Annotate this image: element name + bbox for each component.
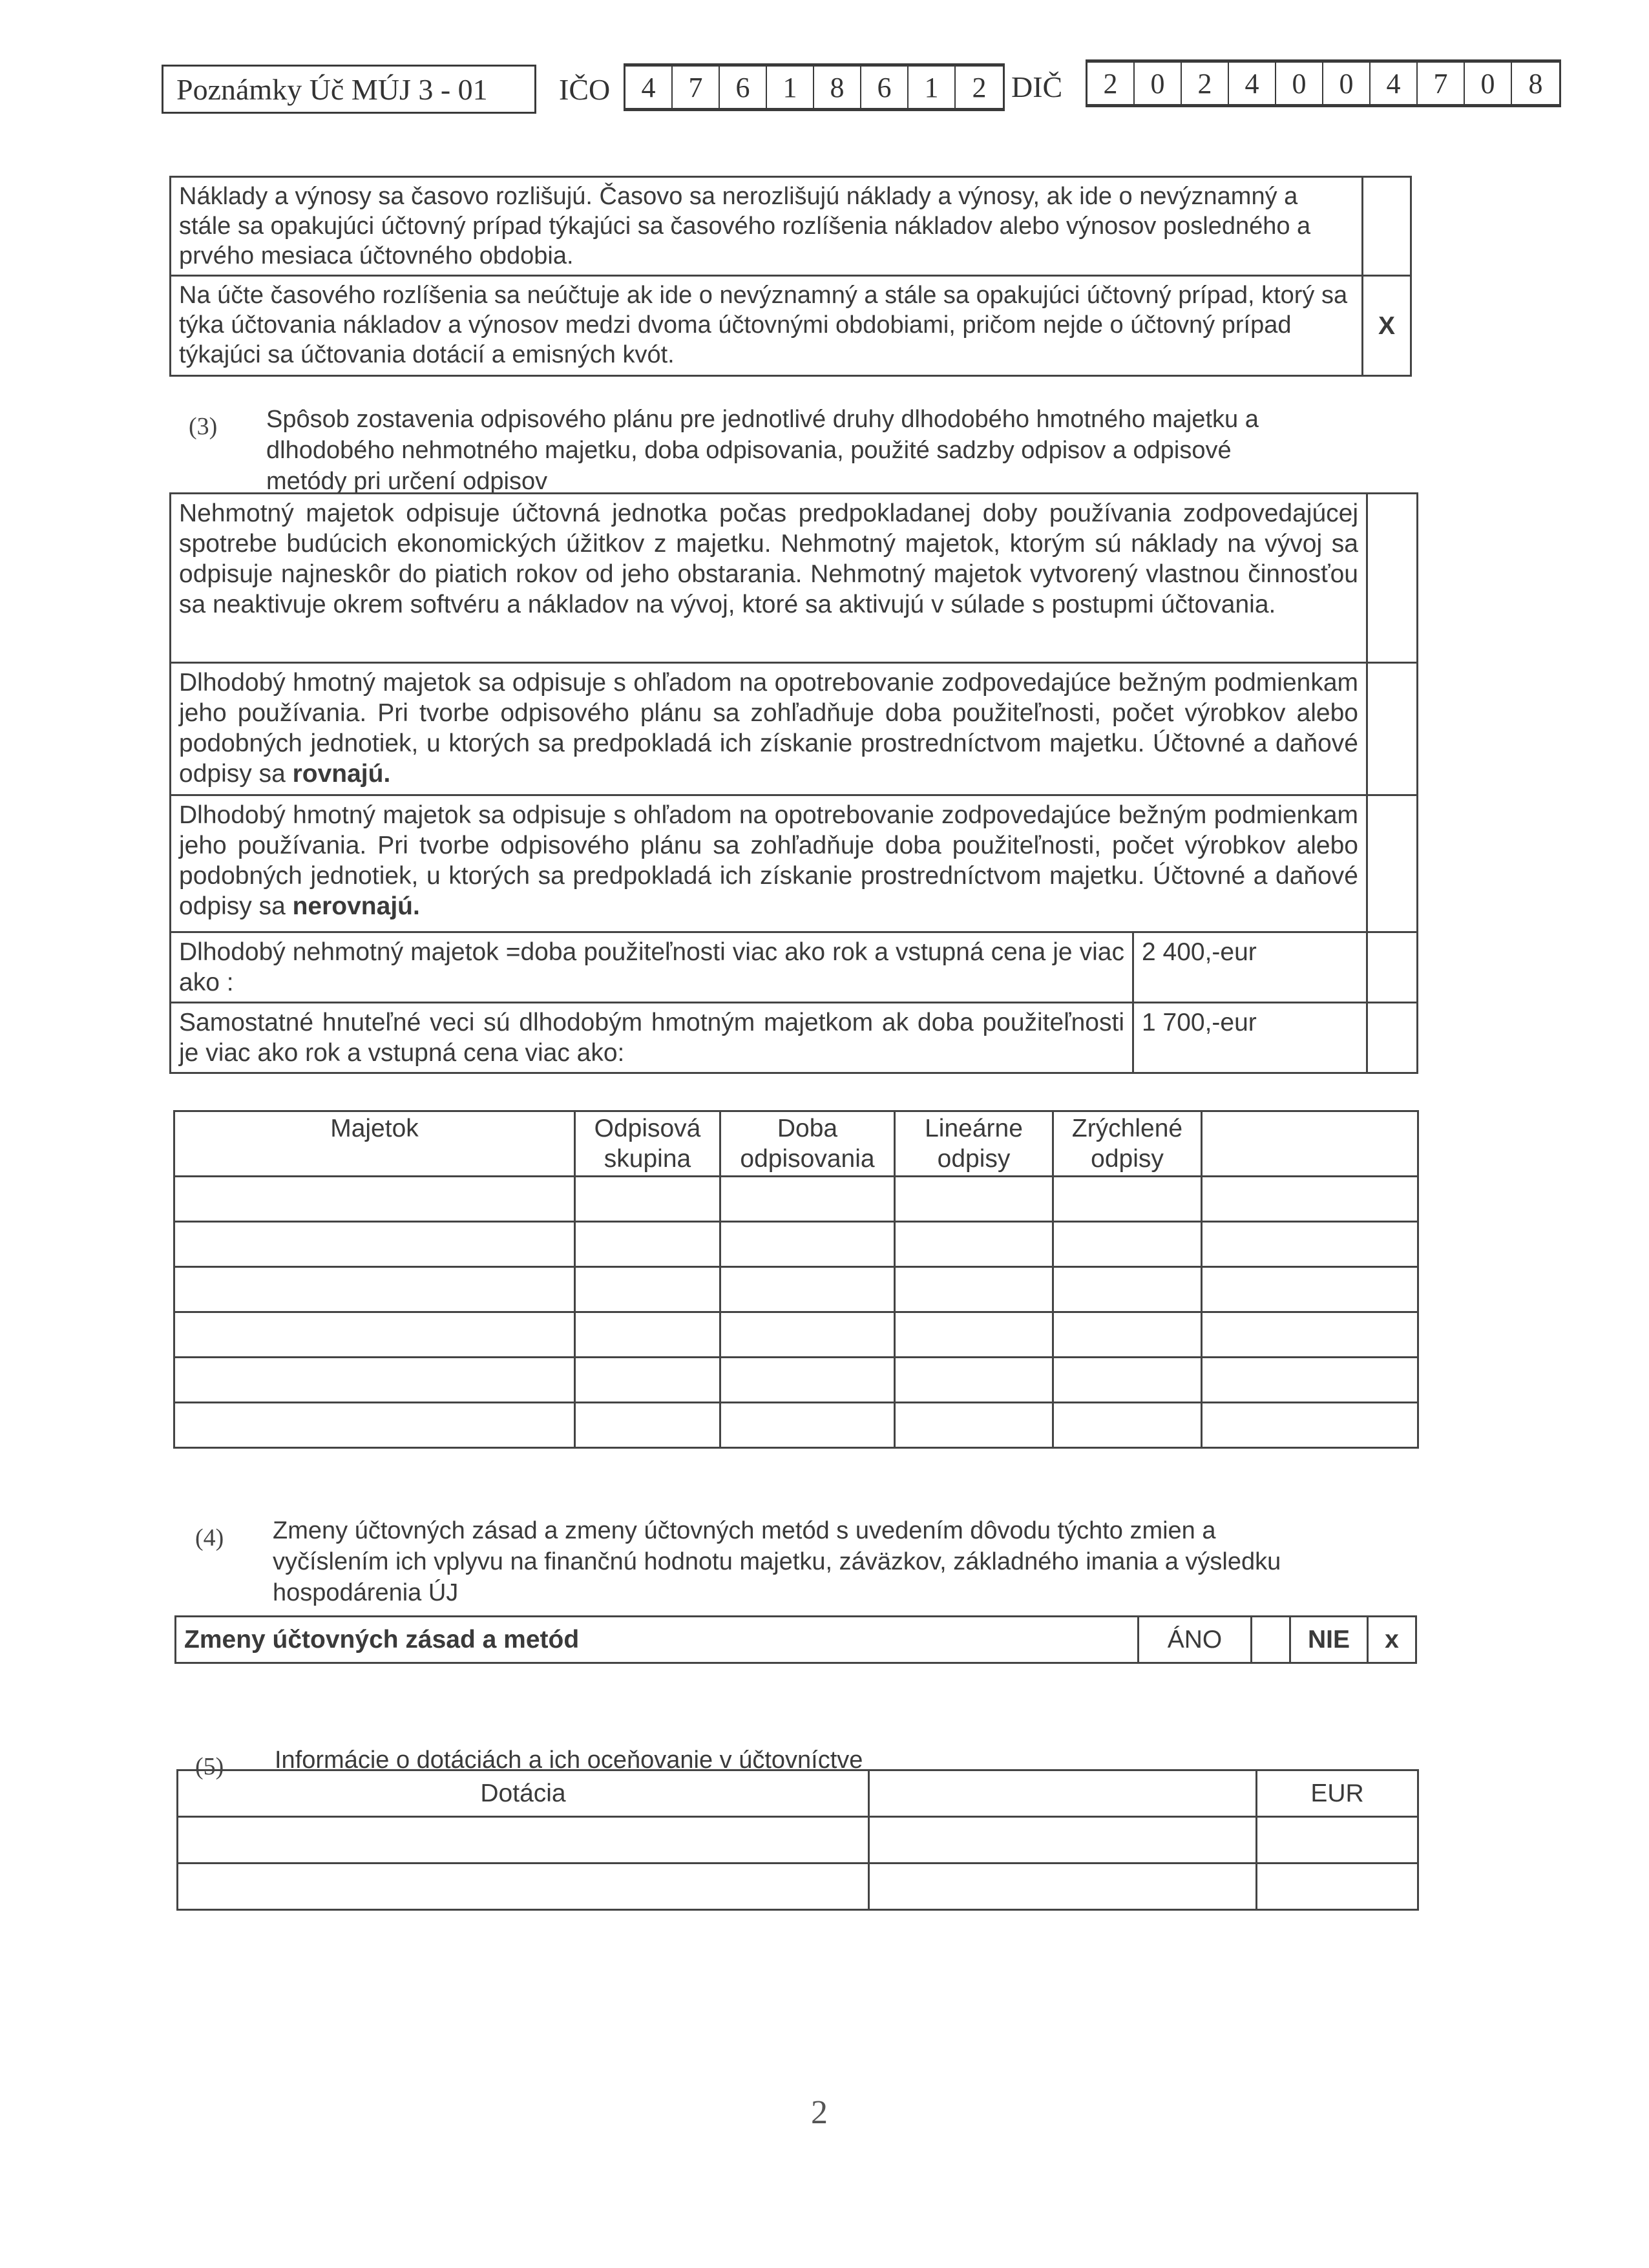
table-row	[171, 663, 1418, 795]
col-header-doba-odpisovania: Doba odpisovania	[720, 1111, 895, 1177]
cell[interactable]	[895, 1358, 1053, 1403]
table-row	[174, 1358, 1418, 1403]
table-row	[178, 1864, 1418, 1910]
form-title-box	[162, 65, 536, 114]
ico-digit: 2	[972, 71, 987, 103]
dic-digit: 0	[1465, 63, 1512, 104]
cell[interactable]	[1053, 1403, 1202, 1448]
cell[interactable]	[1053, 1312, 1202, 1358]
cell[interactable]	[895, 1312, 1053, 1358]
dic-digit: 2	[1182, 63, 1229, 104]
policy-changes-label: Zmeny účtovných zásad a metód	[176, 1617, 1139, 1663]
policy-mark[interactable]	[1367, 795, 1418, 932]
dic-label: DIČ	[1011, 70, 1063, 103]
cell[interactable]	[720, 1177, 895, 1222]
cell[interactable]	[1202, 1222, 1418, 1267]
cell[interactable]	[178, 1864, 869, 1910]
section-3-number: (3)	[189, 413, 218, 440]
accrual-text: Náklady a výnosy sa časovo rozlišujú. Časovo sa nerozlišujú náklady a výnosy, ak ide o nevýznamný a stále sa opakujúci účtovný prípad týkajúci sa časového rozlíšenia nákladov alebo výnosov posledného a prvého mesiaca účtovného obdobia.	[171, 177, 1363, 276]
policy-text-body: Dlhodobý hmotný majetok sa odpisuje s ohľadom na opotrebovanie zodpovedajúce bežným podmienkam jeho používania. Pri tvorbe odpisového plánu sa zohľadňuje doba použiteľnosti, počet výrobkov alebo podobných jednotiek, u ktorých sa predpokladá ich získanie prostredníctvom majetku. Účtovné a daňové odpisy sa	[179, 801, 1358, 920]
cell[interactable]	[1202, 1358, 1418, 1403]
policy-mark[interactable]	[1367, 494, 1418, 663]
cell[interactable]	[575, 1177, 720, 1222]
cell[interactable]	[895, 1403, 1053, 1448]
cell[interactable]	[174, 1222, 575, 1267]
cell[interactable]	[575, 1267, 720, 1312]
ico-digit: 6	[861, 67, 909, 108]
table-row	[174, 1312, 1418, 1358]
form-title: Poznámky Úč MÚJ 3 - 01	[176, 72, 488, 106]
cell[interactable]	[174, 1403, 575, 1448]
cell[interactable]	[1257, 1864, 1418, 1910]
accrual-mark[interactable]: X	[1363, 276, 1411, 376]
policy-emphasis: rovnajú.	[292, 760, 391, 788]
col-header-majetok: Majetok	[174, 1111, 575, 1177]
col-header-linearne-odpisy: Lineárne odpisy	[895, 1111, 1053, 1177]
table-row	[171, 795, 1418, 932]
section-4-heading: Zmeny účtovných zásad a zmeny účtovných metód s uvedením dôvodu týchto zmien a vyčíslením ich vplyvu na finančnú hodnotu majetku, záväzkov, základného imania a výsledku hospodárenia ÚJ	[273, 1517, 1281, 1606]
table-row	[174, 1267, 1418, 1312]
ico-digit: 1	[767, 67, 814, 108]
depreciation-table	[173, 1110, 1419, 1449]
accrual-table	[169, 176, 1412, 377]
cell[interactable]	[869, 1864, 1257, 1910]
cell[interactable]	[720, 1403, 895, 1448]
table-row	[174, 1177, 1418, 1222]
cell[interactable]	[178, 1817, 869, 1864]
grants-table	[176, 1769, 1419, 1911]
table-row	[171, 494, 1418, 663]
page-number: 2	[811, 2094, 828, 2131]
dic-digit: 7	[1418, 63, 1465, 104]
ico-digit: 6	[720, 67, 767, 108]
col-header-dotacia: Dotácia	[178, 1770, 869, 1817]
table-row	[171, 1003, 1418, 1073]
cell[interactable]	[720, 1222, 895, 1267]
threshold-value[interactable]: 1 700,-eur	[1133, 1003, 1367, 1073]
section-5-heading: Informácie o dotáciách a ich oceňovanie v účtovníctve	[275, 1747, 863, 1774]
col-header-blank	[869, 1770, 1257, 1817]
threshold-mark[interactable]	[1367, 1003, 1418, 1073]
accrual-text: Na účte časového rozlíšenia sa neúčtuje ak ide o nevýznamný a stále sa opakujúci účtovný prípad, ktorý sa týka účtovania nákladov a výnosov medzi dvoma účtovnými obdobiami, pričom nejde o účtovný prípad týkajúci sa účtovania dotácií a emisných kvót.	[171, 276, 1363, 376]
accrual-mark[interactable]	[1363, 177, 1411, 276]
cell[interactable]	[869, 1817, 1257, 1864]
cell[interactable]	[1202, 1403, 1418, 1448]
no-checkbox[interactable]: x	[1368, 1617, 1416, 1663]
cell[interactable]	[575, 1358, 720, 1403]
cell[interactable]	[1202, 1177, 1418, 1222]
cell[interactable]	[895, 1222, 1053, 1267]
policy-text: Nehmotný majetok odpisuje účtovná jednotka počas predpokladanej doby používania zodpovedajúcej spotrebe budúcich ekonomických úžitkov z majetku. Nehmotný majetok, ktorým sú náklady na vývoj sa odpisuje najneskôr do piatich rokov od jeho obstarania. Nehmotný majetok vytvorený vlastnou činnosťou sa neaktivuje okrem softvéru a nákladov na vývoj, ktoré sa aktivujú v súlade s postupmi účtovania.	[171, 494, 1367, 663]
yes-label: ÁNO	[1139, 1617, 1252, 1663]
cell[interactable]	[1202, 1267, 1418, 1312]
dic-digit: 0	[1323, 63, 1371, 104]
dic-digit: 8	[1528, 67, 1543, 100]
policy-changes-table	[174, 1615, 1417, 1664]
policy-emphasis: nerovnajú.	[292, 892, 420, 920]
policy-text	[171, 795, 1367, 932]
ico-field	[624, 63, 1005, 111]
dic-digit: 2	[1087, 63, 1135, 104]
ico-digit: 1	[909, 67, 956, 108]
cell[interactable]	[1257, 1817, 1418, 1864]
dic-digit: 4	[1371, 63, 1418, 104]
table-row	[176, 1617, 1416, 1663]
cell[interactable]	[575, 1312, 720, 1358]
table-row	[174, 1403, 1418, 1448]
table-row	[174, 1222, 1418, 1267]
table-header-row	[174, 1111, 1418, 1177]
section-4-number: (4)	[195, 1524, 224, 1551]
col-header-eur: EUR	[1257, 1770, 1418, 1817]
dic-digit: 4	[1229, 63, 1276, 104]
cell[interactable]	[895, 1177, 1053, 1222]
cell[interactable]	[1053, 1267, 1202, 1312]
cell[interactable]	[174, 1358, 575, 1403]
cell[interactable]	[1053, 1358, 1202, 1403]
col-header-odpisova-skupina: Odpisová skupina	[575, 1111, 720, 1177]
table-header-row	[178, 1770, 1418, 1817]
cell[interactable]	[575, 1403, 720, 1448]
section-5-number: (5)	[195, 1753, 224, 1780]
threshold-value[interactable]: 2 400,-eur	[1133, 932, 1367, 1003]
policy-text-body: Dlhodobý hmotný majetok sa odpisuje s ohľadom na opotrebovanie zodpovedajúce bežným podmienkam jeho používania. Pri tvorbe odpisového plánu sa zohľadňuje doba použiteľnosti, počet výrobkov alebo podobných jednotiek, u ktorých sa predpokladá ich získanie prostredníctvom majetku. Účtovné a daňové odpisy sa	[179, 669, 1358, 788]
col-header-blank	[1202, 1111, 1418, 1177]
section-3-heading: Spôsob zostavenia odpisového plánu pre jednotlivé druhy dlhodobého hmotného majetku a dlhodobého nehmotného majetku, doba odpisovania, použité sadzby odpisov a odpisové metódy pri určení odpisov	[266, 406, 1259, 495]
table-row	[171, 932, 1418, 1003]
cell[interactable]	[1053, 1222, 1202, 1267]
table-row	[178, 1817, 1418, 1864]
cell[interactable]	[174, 1312, 575, 1358]
cell[interactable]	[720, 1267, 895, 1312]
no-label: NIE	[1290, 1617, 1368, 1663]
cell[interactable]	[720, 1358, 895, 1403]
cell[interactable]	[720, 1312, 895, 1358]
ico-digit: 4	[625, 67, 673, 108]
cell[interactable]	[174, 1267, 575, 1312]
policy-mark[interactable]	[1367, 663, 1418, 795]
dic-digit: 0	[1276, 63, 1323, 104]
table-row	[171, 276, 1411, 376]
table-row	[171, 177, 1411, 276]
cell[interactable]	[174, 1177, 575, 1222]
threshold-text: Dlhodobý nehmotný majetok =doba použiteľnosti viac ako rok a vstupná cena je viac ako :	[171, 932, 1133, 1003]
threshold-text: Samostatné hnuteľné veci sú dlhodobým hmotným majetkom ak doba použiteľnosti je viac ako rok a vstupná cena viac ako:	[171, 1003, 1133, 1073]
policy-text	[171, 663, 1367, 795]
col-header-zrychlene-odpisy: Zrýchlené odpisy	[1053, 1111, 1202, 1177]
cell[interactable]	[1053, 1177, 1202, 1222]
dic-field	[1086, 59, 1561, 107]
threshold-mark[interactable]	[1367, 932, 1418, 1003]
depreciation-policy-table	[169, 492, 1418, 1074]
ico-label: IČO	[559, 73, 611, 106]
yes-checkbox[interactable]	[1252, 1617, 1290, 1663]
cell[interactable]	[575, 1222, 720, 1267]
cell[interactable]	[1202, 1312, 1418, 1358]
ico-digit: 7	[673, 67, 720, 108]
cell[interactable]	[895, 1267, 1053, 1312]
dic-digit: 0	[1135, 63, 1182, 104]
ico-digit: 8	[814, 67, 861, 108]
